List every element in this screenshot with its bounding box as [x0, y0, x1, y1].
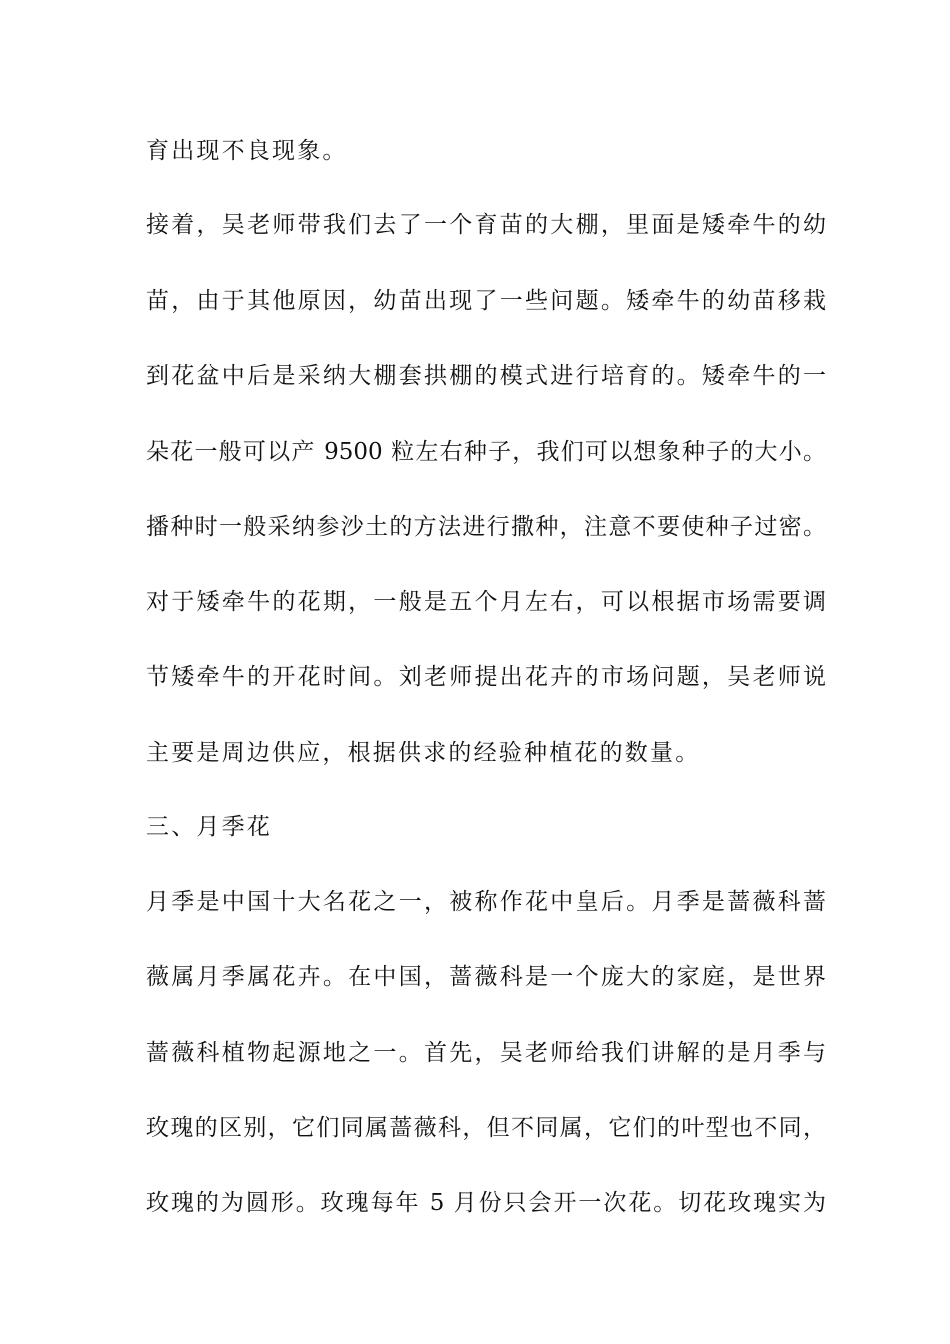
- section-heading: 三、月季花: [146, 814, 272, 840]
- text-line-15: 玫瑰的为圆形。玫瑰每年 5 月份只会开一次花。切花玫瑰实为: [146, 1190, 826, 1216]
- text-line-5: 朵花一般可以产 9500 粒左右种子，我们可以想象种子的大小。: [146, 439, 826, 465]
- text-line-9: 主要是周边供应，根据供求的经验种植花的数量。: [146, 740, 701, 766]
- text-line-4: 到花盆中后是采纳大棚套拱棚的模式进行培育的。矮牵牛的一: [146, 363, 826, 389]
- text-line-8: 节矮牵牛的开花时间。刘老师提出花卉的市场问题，吴老师说: [146, 664, 826, 690]
- text-line-7: 对于矮牵牛的花期，一般是五个月左右，可以根据市场需要调: [146, 589, 826, 615]
- text-line-11: 月季是中国十大名花之一，被称作花中皇后。月季是蔷薇科蔷: [146, 889, 826, 915]
- text-line-1: 育出现不良现象。: [146, 138, 348, 164]
- text-line-13: 蔷薇科植物起源地之一。首先，吴老师给我们讲解的是月季与: [146, 1040, 826, 1066]
- text-line-6: 播种时一般采纳参沙土的方法进行撒种，注意不要使种子过密。: [146, 514, 826, 540]
- text-line-12: 薇属月季属花卉。在中国，蔷薇科是一个庞大的家庭，是世界: [146, 964, 826, 990]
- text-line-14: 玫瑰的区别，它们同属蔷薇科，但不同属，它们的叶型也不同，: [146, 1115, 826, 1141]
- text-line-2: 接着，吴老师带我们去了一个育苗的大棚，里面是矮牵牛的幼: [146, 212, 826, 238]
- text-line-3: 苗，由于其他原因，幼苗出现了一些问题。矮牵牛的幼苗移栽: [146, 288, 826, 314]
